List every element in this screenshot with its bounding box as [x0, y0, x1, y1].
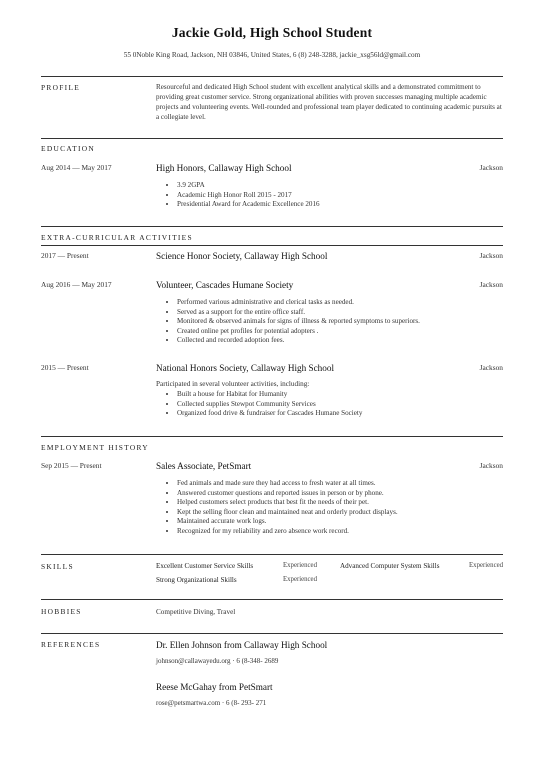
hobbies-text: Competitive Diving, Travel — [156, 608, 236, 616]
section-divider — [41, 633, 503, 634]
section-divider — [41, 599, 503, 600]
bullet-item: • Organized food drive & fundraiser for Cascades Humane Society — [177, 409, 507, 419]
section-title-hobbies: HOBBIES — [41, 607, 82, 616]
section-divider — [41, 554, 503, 555]
entry-title: Sales Associate, PetSmart — [156, 461, 252, 471]
bullet-item: • Recognized for my reliability and zero absence work record. — [177, 527, 507, 537]
reference-name: Reese McGahay from PetSmart — [156, 682, 273, 692]
skill-name: Advanced Computer System Skills — [340, 562, 440, 570]
section-title-extracurricular: EXTRA-CURRICULAR ACTIVITIES — [41, 233, 193, 242]
entry-location: Jackson — [479, 251, 503, 260]
skill-level: Experienced — [283, 562, 317, 569]
section-divider — [41, 226, 503, 227]
entry-title: High Honors, Callaway High School — [156, 163, 292, 173]
entry-date: 2015 — Present — [41, 363, 89, 372]
entry-date: 2017 — Present — [41, 251, 89, 260]
reference-contact: rose@petsmartwa.com · 6 (8- 293- 271 — [156, 699, 267, 707]
bullet-item: • Maintained accurate work logs. — [177, 517, 507, 527]
entry-bullets — [165, 298, 507, 346]
bullet-item: • Answered customer questions and reported issues in person or by phone. — [177, 489, 507, 499]
reference-contact: johnson@callawayedu.org · 6 (8-348- 2689 — [156, 657, 279, 665]
bullet-item: • Served as a support for the entire office staff. — [177, 308, 507, 318]
entry-bullets — [165, 390, 507, 419]
entry-bullets — [165, 479, 507, 537]
contact-line: 55 0Noble King Road, Jackson, NH 03846, United States, 6 (8) 248-3288, jackie_xsg56ld@gmail.com — [123, 51, 421, 59]
section-divider — [41, 245, 503, 246]
bullet-item: • 3.9 2GPA — [177, 181, 507, 191]
entry-location: Jackson — [479, 280, 503, 289]
section-divider — [41, 138, 503, 139]
skill-level: Experienced — [283, 576, 317, 583]
section-title-employment: EMPLOYMENT HISTORY — [41, 443, 149, 452]
bullet-item: • Helped customers select products that best fit the needs of their pet. — [177, 498, 507, 508]
bullet-item: • Collected and recorded adoption fees. — [177, 336, 507, 346]
section-title-education: EDUCATION — [41, 144, 95, 153]
bullet-item: • Fed animals and made sure they had access to fresh water at all times. — [177, 479, 507, 489]
entry-title: Science Honor Society, Callaway High School — [156, 251, 328, 261]
entry-title: Volunteer, Cascades Humane Society — [156, 280, 294, 290]
entry-date: Aug 2014 — May 2017 — [41, 163, 112, 172]
entry-bullets — [165, 181, 507, 210]
bullet-item: • Performed various administrative and clerical tasks as needed. — [177, 298, 507, 308]
section-title-profile: PROFILE — [41, 83, 81, 92]
bullet-item: • Presidential Award for Academic Excellence 2016 — [177, 200, 507, 210]
bullet-item: • Created online pet profiles for potential adopters . — [177, 327, 507, 337]
entry-date: Aug 2016 — May 2017 — [41, 280, 112, 289]
skill-name: Strong Organizational Skills — [156, 576, 237, 584]
bullet-item: • Collected supplies Stewpot Community Services — [177, 400, 507, 410]
entry-intro: Participated in several volunteer activities, including: — [156, 380, 310, 388]
bullet-item: • Kept the selling floor clean and maintained neat and orderly product displays. — [177, 508, 507, 518]
skill-level: Experienced — [469, 562, 503, 569]
reference-name: Dr. Ellen Johnson from Callaway High School — [156, 640, 328, 650]
entry-location: Jackson — [479, 461, 503, 470]
section-divider — [41, 436, 503, 437]
section-divider — [41, 76, 503, 77]
entry-location: Jackson — [479, 163, 503, 172]
bullet-item: • Monitored & observed animals for signs of illness & reported symptoms to superiors. — [177, 317, 507, 327]
bullet-item: • Academic High Honor Roll 2015 - 2017 — [177, 191, 507, 201]
candidate-name: Jackie Gold, High School Student — [171, 25, 373, 40]
bullet-item: • Built a house for Habitat for Humanity — [177, 390, 507, 400]
section-title-skills: SKILLS — [41, 562, 74, 571]
section-title-references: REFERENCES — [41, 640, 101, 649]
skill-name: Excellent Customer Service Skills — [156, 562, 254, 570]
profile-summary: Resourceful and dedicated High School student with excellent analytical skills and a demonstrated commitment to providing great customer service. Strong organizational abilities with proven successes managing multiple academic projects and volunteering events. Well-rounded and professional team player dedicated to continuing academic pursuits at a collegiate level. — [156, 83, 502, 121]
entry-location: Jackson — [479, 363, 503, 372]
entry-title: National Honors Society, Callaway High School — [156, 363, 335, 373]
entry-date: Sep 2015 — Present — [41, 461, 102, 470]
